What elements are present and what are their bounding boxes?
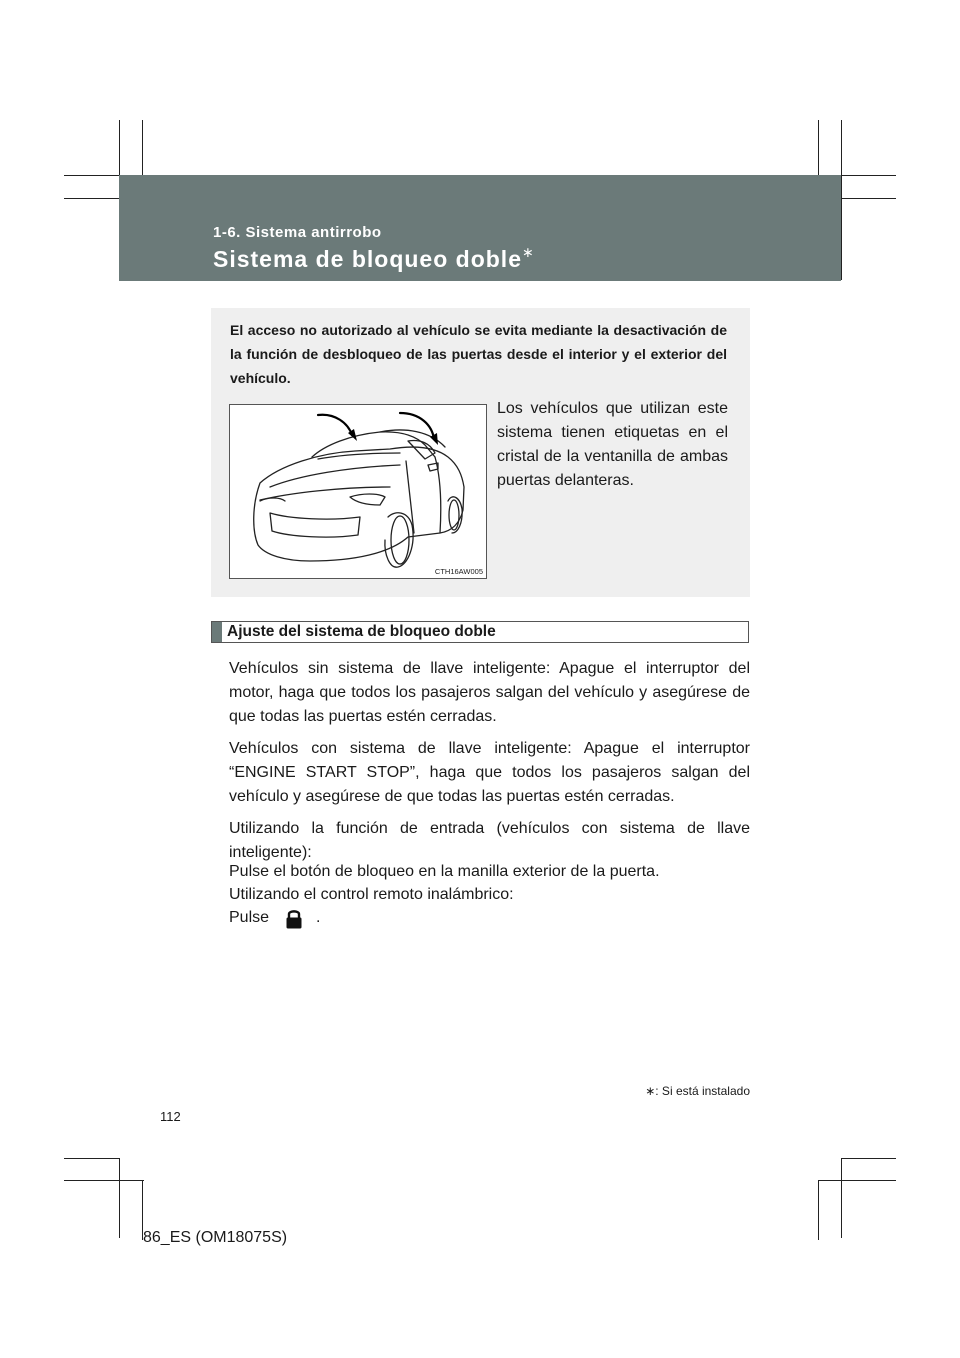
crop-mark: [119, 1158, 120, 1238]
crop-mark: [818, 1180, 896, 1181]
page-title-text: Sistema de bloqueo doble: [213, 246, 522, 272]
intro-box: [211, 308, 750, 597]
footnote-text: : Si está instalado: [655, 1084, 750, 1098]
section-heading-text: Ajuste del sistema de bloqueo doble: [227, 623, 496, 640]
crop-mark: [841, 120, 842, 280]
paragraph: Utilizando la función de entrada (vehículos con sistema de llave inteligente):: [229, 820, 750, 861]
footnote-mark: ∗: [645, 1084, 656, 1098]
figure-code: CTH16AW005: [434, 567, 483, 576]
car-illustration: [229, 404, 487, 579]
heading-marker: [212, 622, 222, 642]
document-id: 86_ES (OM18075S): [143, 1229, 288, 1246]
instruction-line: Pulse el botón de bloqueo en la manilla exterior de la puerta.: [229, 863, 660, 880]
crop-mark: [64, 1158, 120, 1159]
crop-mark: [818, 1180, 819, 1240]
header-band: [119, 175, 841, 281]
paragraph: Vehículos sin sistema de llave inteligente: Apague el interruptor del motor, haga que todos los pasajeros salgan del vehículo y asegúrese de que todas las puertas estén cerradas.: [229, 660, 750, 725]
figure-caption: Los vehículos que utilizan este sistema tienen etiquetas en el cristal de la ventanilla de ambas puertas delanteras.: [497, 400, 728, 489]
footnote: [645, 1084, 750, 1098]
pulse-prefix: Pulse: [229, 909, 270, 926]
crop-mark: [64, 1180, 144, 1181]
pulse-suffix: .: [316, 909, 321, 926]
optional-mark: ∗: [521, 244, 535, 260]
lock-icon: [282, 906, 306, 932]
crop-mark: [841, 1158, 842, 1238]
instruction-line: Utilizando el control remoto inalámbrico:: [229, 886, 514, 903]
car-drawing: [230, 405, 486, 578]
paragraph: Vehículos con sistema de llave inteligente: Apague el interruptor “ENGINE START STOP”, haga que todos los pasajeros salgan del vehículo y asegúrese de que todas las puertas estén cerradas.: [229, 740, 750, 805]
page-title: [213, 246, 535, 273]
section-heading: [211, 621, 749, 643]
page-number: 112: [160, 1109, 181, 1124]
crop-mark: [841, 1158, 896, 1159]
intro-text: El acceso no autorizado al vehículo se evita mediante la desactivación de la función de desbloqueo de las puertas desde el interior y el exterior del vehículo.: [230, 322, 727, 386]
section-label: 1-6. Sistema antirrobo: [213, 224, 382, 241]
